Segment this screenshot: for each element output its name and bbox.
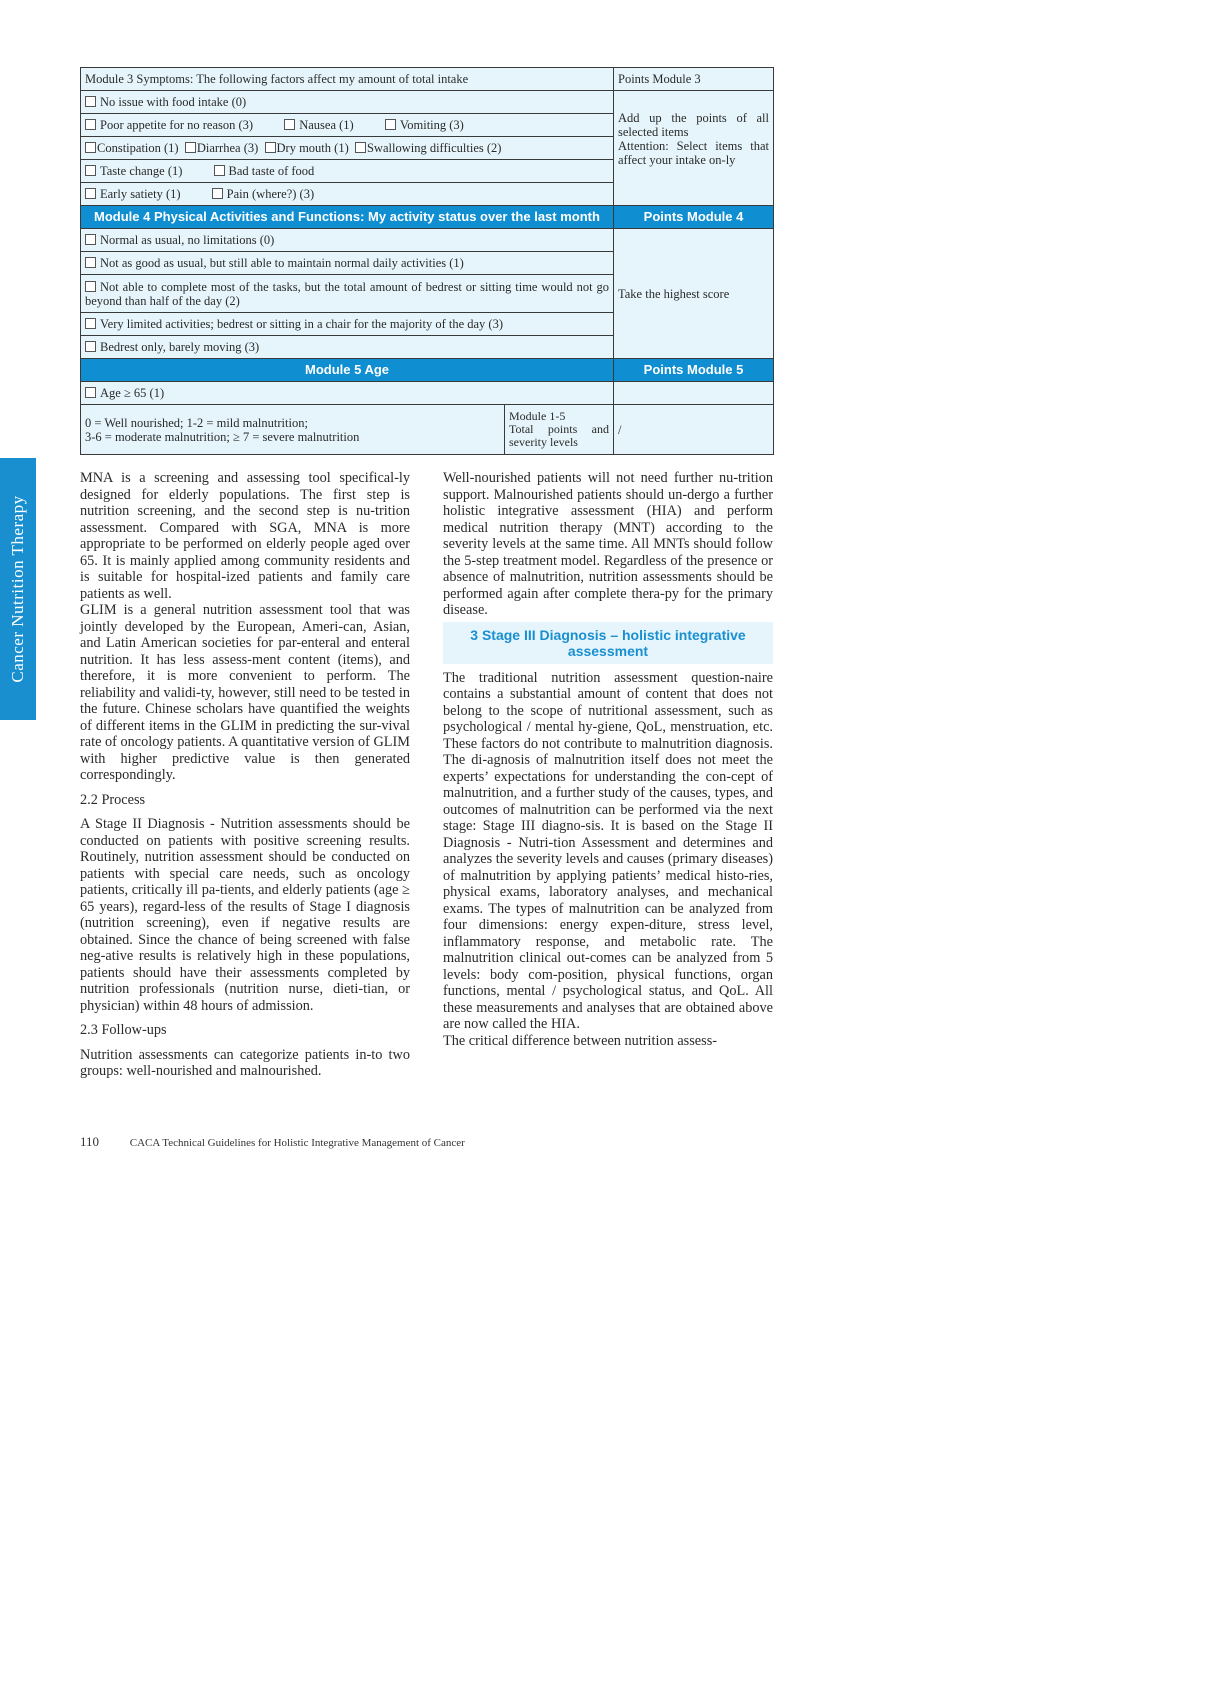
total-label-line2: Total points and <box>509 422 609 436</box>
module4-points-label: Points Module 4 <box>614 206 774 229</box>
checkbox[interactable] <box>284 119 295 130</box>
paragraph-followups: Nutrition assessments can categorize patients in-to two groups: well-nourished and malnourished. <box>80 1046 410 1079</box>
total-points-value: / <box>614 405 774 455</box>
module4-option <box>81 275 614 313</box>
module5-points-label: Points Module 5 <box>614 359 774 382</box>
paragraph-traditional-assessment: The traditional nutrition assessment question-naire contains a substantial amount of content that does not belong to the scope of nutritional assessment, such as psychological / mental hy-giene, QoL, menstruation, etc. These factors do not contribute to malnutrition diagnosis. The di-agnosis of malnutrition itself does not meet the experts’ expectations for understanding the con-cept of malnutrition, and a further study of the causes, types, and outcomes of malnutrition can be performed via the next stage: Stage III diagno-sis. It is based on the Stage II Diagnosis - Nutri-tion Assessment and determines and analyzes the severity levels and causes (primary diseases) of malnutrition by applying patients’ medical histo-ries, physical exams, laboratory analyses, and mechanical exams. The types of malnutrition can be analyzed from four dimensions: energy expen-diture, stress level, inflammatory response, and metabolic rate. The malnutrition clinical out-comes can be analyzed from 5 levels: body com-position, physical functions, organ functions, mental / psychological status, and QoL. All these measurements and analyses that are obtained above are now called the HIA. <box>443 669 773 1032</box>
module3-row3 <box>81 137 614 160</box>
checkbox[interactable] <box>85 234 96 245</box>
option-label: Diarrhea (3) <box>196 141 259 155</box>
section-heading-process: 2.2 Process <box>80 791 146 808</box>
checkbox[interactable] <box>85 165 96 176</box>
option-label: Vomiting (3) <box>399 118 464 132</box>
left-text-column <box>80 470 410 1080</box>
paragraph-well-nourished: Well-nourished patients will not need further nu-trition support. Malnourished patients should un-dergo a further holistic integrative assessment (HIA) and perform medical nutrition therapy (MNT) according to the severity levels at the same time. All MNTs should follow the 5-step treatment model. Regardless of the presence or absence of malnutrition, nutrition assessments should be performed again after complete thera-py for the primary disease. <box>443 470 773 618</box>
option-label: Constipation (1) <box>97 141 179 155</box>
side-section-tab <box>0 458 36 720</box>
option-label: Not able to complete most of the tasks, but the total amount of bedrest or sitting time would not go beyond than half of the day (2) <box>85 279 609 308</box>
checkbox[interactable] <box>85 119 96 130</box>
option-label: Bad taste of food <box>228 164 315 178</box>
module4-header: Module 4 Physical Activities and Functions: My activity status over the last month <box>81 206 614 229</box>
module3-points-label: Points Module 3 <box>614 68 774 91</box>
option-label: Normal as usual, no limitations (0) <box>100 233 275 247</box>
option-label: Swallowing difficulties (2) <box>366 141 502 155</box>
severity-scale-line1: 0 = Well nourished; 1-2 = mild malnutrition; <box>85 415 308 430</box>
paragraph-process: A Stage II Diagnosis - Nutrition assessments should be conducted on patients with positive screening results. Routinely, nutrition assessment should be conducted on patients with special care needs, such as oncology patients, critically ill pa-tients, and elderly patients (age ≥ 65 years), regard-less of the results of Stage I diagnosis (nutrition screening), even if negative results are obtained. Since the chance of being screened with false neg-ative results is relatively high in these populations, patients should have their assessments completed by nutrition professionals (nutrition nurse, dieti-tian, or physician) within 48 hours of admission. <box>80 816 410 1014</box>
running-title: CACA Technical Guidelines for Holistic Integrative Management of Cancer <box>129 1137 465 1149</box>
checkbox[interactable] <box>85 387 96 398</box>
side-tab-label: Cancer Nutrition Therapy <box>8 495 27 683</box>
module3-note-line2: Attention: Select items that affect your intake on-ly <box>618 139 769 167</box>
module5-option <box>81 382 614 405</box>
severity-scale-line2: 3-6 = moderate malnutrition; ≥ 7 = severe malnutrition <box>85 429 360 444</box>
section-heading-stage3 <box>443 622 773 664</box>
option-label: Taste change (1) <box>100 164 183 178</box>
page-number: 110 <box>80 1134 100 1149</box>
checkbox[interactable] <box>85 257 96 268</box>
module5-points-value <box>614 382 774 405</box>
total-points-label <box>505 405 614 455</box>
option-label: Dry mouth (1) <box>276 141 349 155</box>
option-label: Nausea (1) <box>299 118 354 132</box>
stage3-heading-line1: 3 Stage III Diagnosis – holistic integrative <box>470 626 746 643</box>
checkbox[interactable] <box>185 142 196 153</box>
option-label: Age ≥ 65 (1) <box>100 386 165 400</box>
module4-option <box>81 336 614 359</box>
total-label-line1: Module 1-5 <box>509 409 566 423</box>
module3-row5 <box>81 183 614 206</box>
module3-note-line1: Add up the points of all selected items <box>618 111 769 139</box>
module4-note: Take the highest score <box>614 229 774 359</box>
module3-header: Module 3 Symptoms: The following factors affect my amount of total intake <box>81 68 614 91</box>
checkbox[interactable] <box>85 96 96 107</box>
checkbox[interactable] <box>385 119 396 130</box>
total-label-line3: severity levels <box>509 435 578 449</box>
option-label: Early satiety (1) <box>100 187 181 201</box>
checkbox[interactable] <box>85 281 96 292</box>
module4-option <box>81 313 614 336</box>
module4-option <box>81 229 614 252</box>
stage3-heading-line2: assessment <box>567 642 649 659</box>
option-label: Not as good as usual, but still able to maintain normal daily activities (1) <box>100 256 464 270</box>
page-footer <box>80 1134 465 1150</box>
option-label: No issue with food intake (0) <box>100 95 247 109</box>
checkbox[interactable] <box>355 142 366 153</box>
section-heading-followups: 2.3 Follow-ups <box>80 1022 167 1038</box>
nutrition-assessment-table <box>80 67 774 455</box>
checkbox[interactable] <box>214 165 225 176</box>
paragraph-mna: MNA is a screening and assessing tool specifical-ly designed for elderly populations. The first step is nutrition screening, and the second step is nu-trition assessment. Compared with SGA, MNA is more appropriate to be performed on elderly people aged over 65. It is mainly applied among community residents and is suitable for hospital-ized patients and family care patients as well. <box>80 470 410 602</box>
module5-header: Module 5 Age <box>81 359 614 382</box>
checkbox[interactable] <box>85 341 96 352</box>
severity-scale <box>81 405 505 455</box>
option-label: Pain (where?) (3) <box>226 187 315 201</box>
paragraph-glim: GLIM is a general nutrition assessment tool that was jointly developed by the European, Ameri-can, Asian, and Latin American societies for par-enteral and enteral nutrition. It has less assess-ment content (items), and therefore, it is more convenient to perform. The reliability and validi-ty, however, still need to be tested in the future. Chinese scholars have quantified the weights of different items in the GLIM in predicting the sur-vival rate of oncology patients. A quantitative version of GLIM with higher predictive value is then generated correspondingly. <box>80 602 410 783</box>
module3-row1 <box>81 91 614 114</box>
checkbox[interactable] <box>85 318 96 329</box>
option-label: Very limited activities; bedrest or sitting in a chair for the majority of the day (3) <box>100 317 504 331</box>
module3-row4 <box>81 160 614 183</box>
checkbox[interactable] <box>85 142 96 153</box>
option-label: Poor appetite for no reason (3) <box>100 118 254 132</box>
option-label: Bedrest only, barely moving (3) <box>100 340 260 354</box>
right-text-column <box>443 470 773 1049</box>
checkbox[interactable] <box>85 188 96 199</box>
checkbox[interactable] <box>265 142 276 153</box>
module4-option <box>81 252 614 275</box>
module3-row2 <box>81 114 614 137</box>
module3-note <box>614 91 774 206</box>
paragraph-critical-difference: The critical difference between nutrition assess- <box>443 1032 718 1049</box>
checkbox[interactable] <box>212 188 223 199</box>
